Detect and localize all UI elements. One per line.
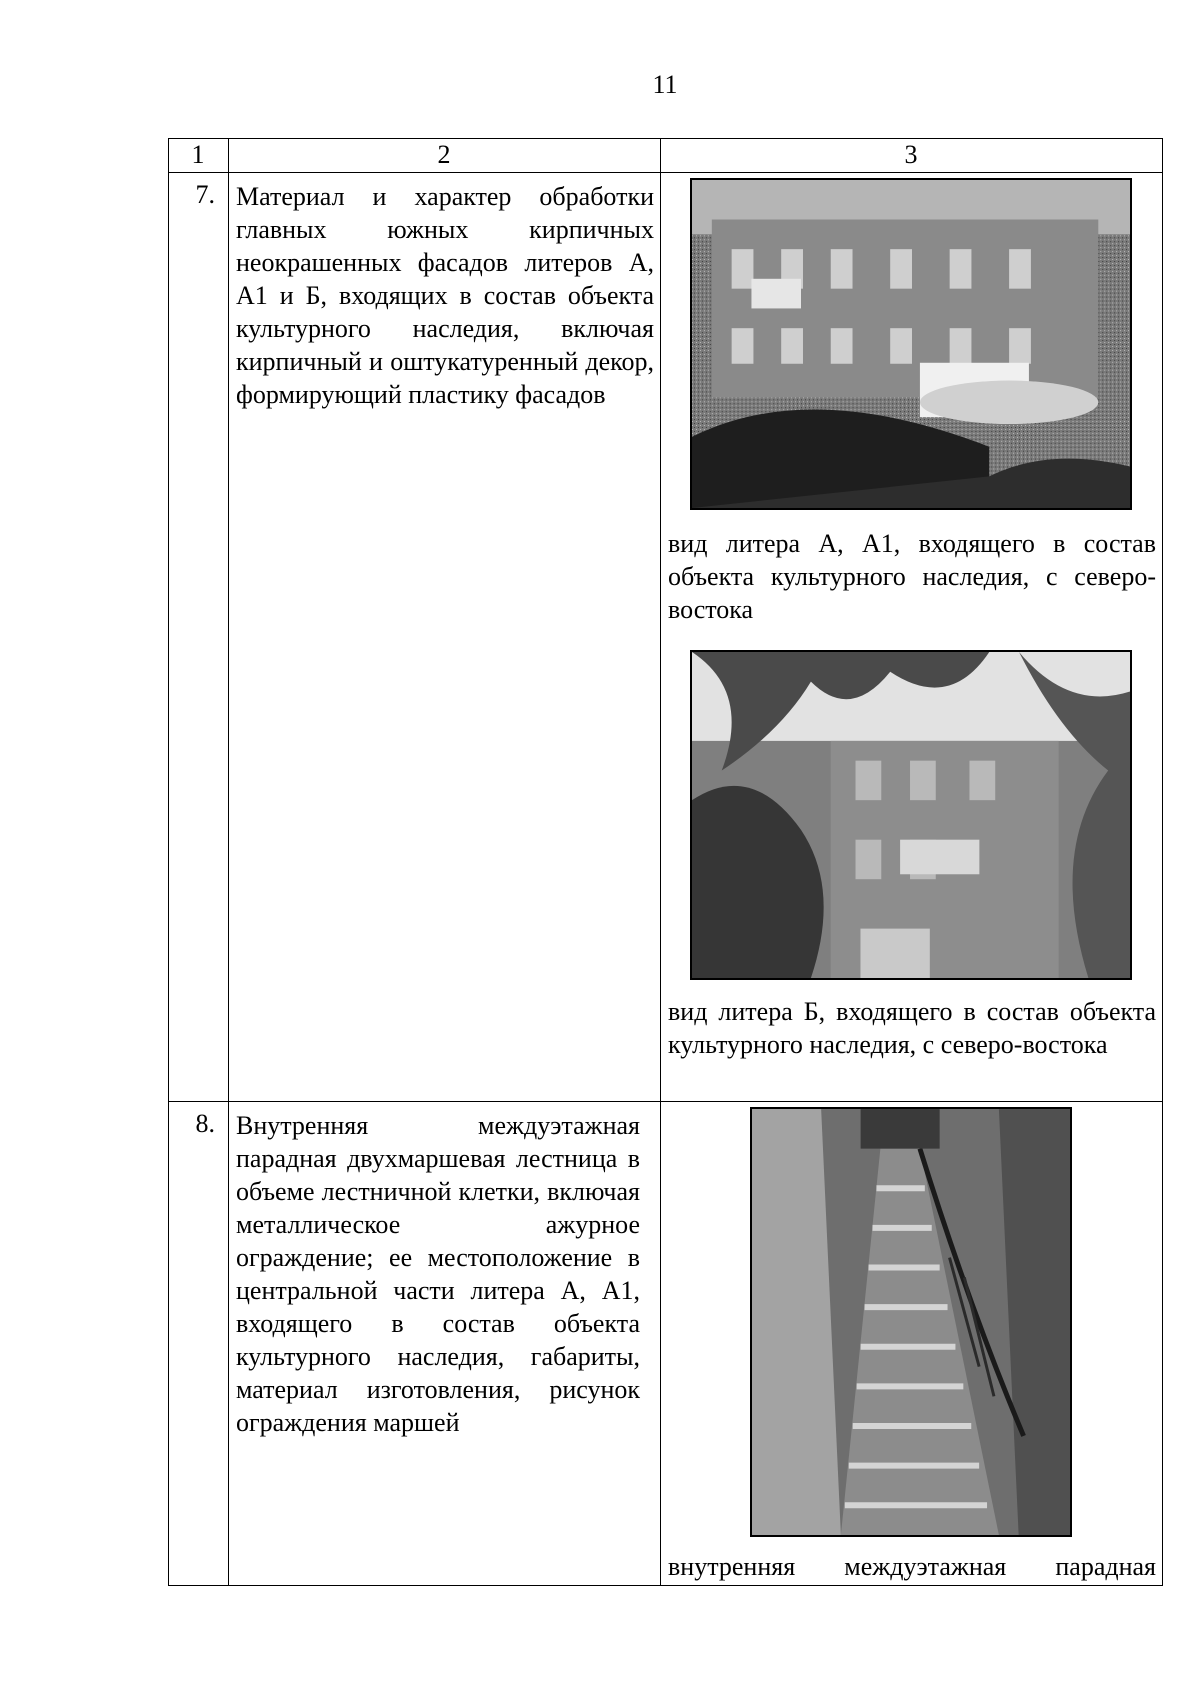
photo-caption: вид литера А, А1, входящего в состав объекта культурного наследия, с северо-востока — [668, 529, 1156, 624]
building-courtyard-photo — [690, 650, 1132, 980]
photo-caption: внутренняя междуэтажная парадная — [668, 1552, 1156, 1581]
header-col-2: 2 — [437, 140, 451, 169]
header-col-1: 1 — [191, 140, 205, 169]
staircase-photo — [750, 1107, 1072, 1537]
page-number: 11 — [652, 70, 678, 99]
row-description: Внутренняя междуэтажная парадная двухмаршевая лестница в объеме лестничной клетки, включая металлическое ажурное ограждение; ее местоположение в центральной части литера А, А1, входящего в состав объекта культурного наследия, габариты, материал изготовления, рисунок ограждения маршей — [236, 1111, 640, 1437]
photo-caption: вид литера Б, входящего в состав объекта культурного наследия, с северо-востока — [668, 997, 1156, 1059]
building-facade-photo — [690, 178, 1132, 510]
row-number: 8. — [195, 1109, 215, 1138]
header-col-3: 3 — [904, 140, 918, 169]
row-description: Материал и характер обработки главных южных кирпичных неокрашенных фасадов литеров А, А1 и Б, входящих в состав объекта культурного наследия, включая кирпичный и оштукатуренный декор, формирующий пластику фасадов — [236, 182, 654, 409]
row-number: 7. — [195, 180, 215, 209]
